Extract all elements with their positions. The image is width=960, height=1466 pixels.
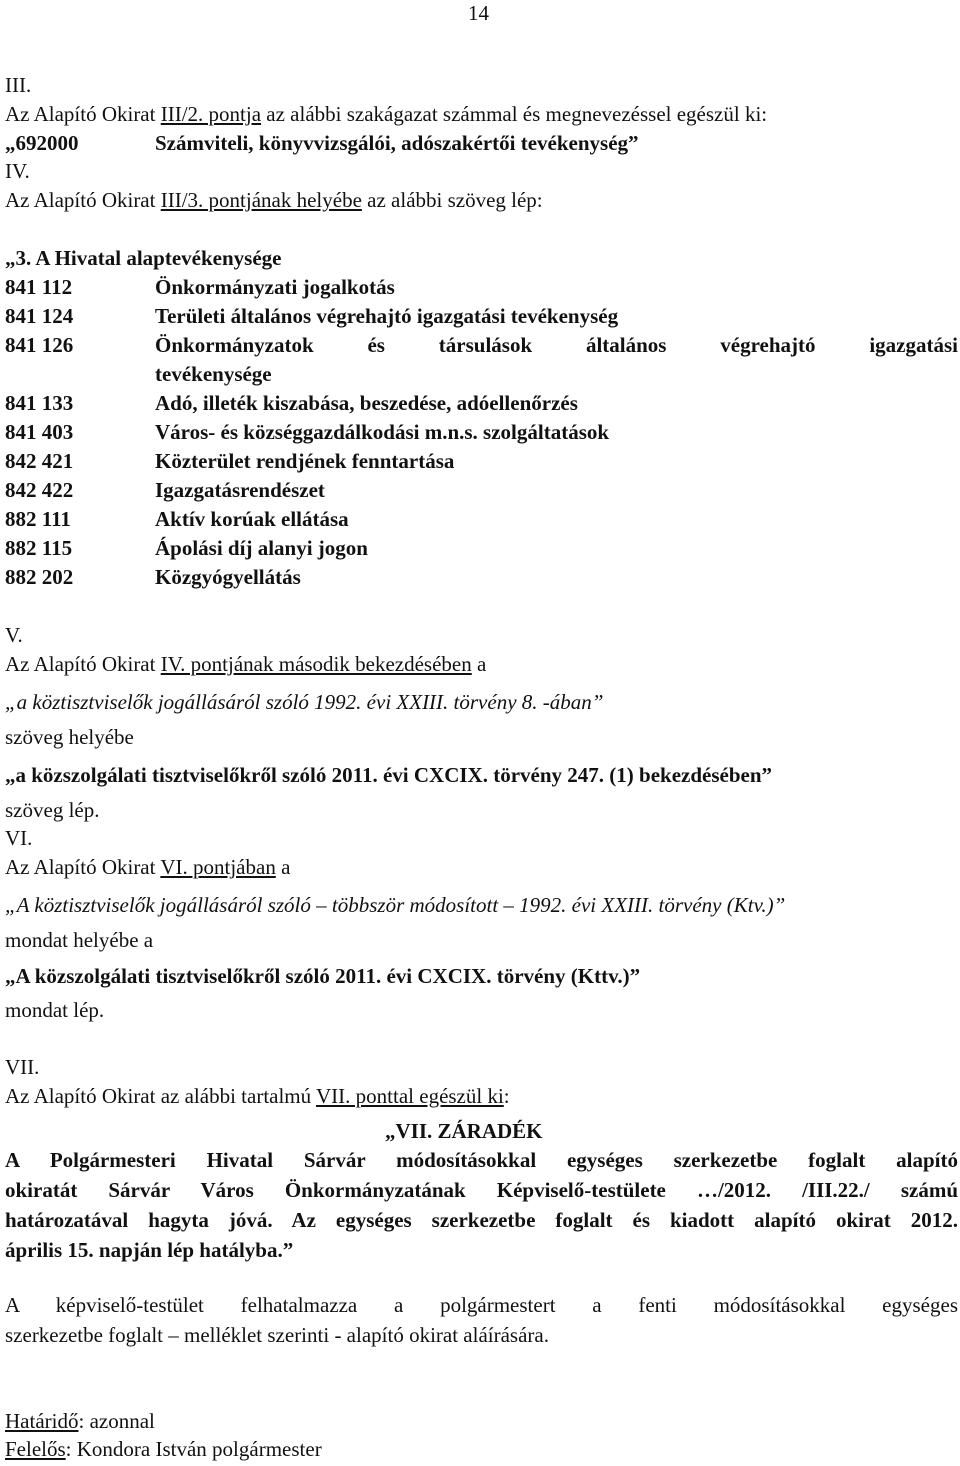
section-heading-7: VII. — [5, 1055, 40, 1079]
sec7-intro: Az Alapító Okirat az alábbi tartalmú VII. ponttal egészül ki: — [5, 1084, 510, 1108]
activity-code: 841 126 — [5, 333, 74, 357]
activity-text: Önkormányzatok és társulások általános végrehajtó igazgatási — [155, 333, 958, 357]
sec5-end: szöveg lép. — [5, 798, 100, 822]
section-heading-6: VI. — [5, 826, 33, 850]
activity-text: Területi általános végrehajtó igazgatási tevékenység — [155, 304, 619, 328]
sec6-end: mondat lép. — [5, 998, 105, 1022]
clause-line: okiratát Sárvár Város Önkormányzatának Képviselő-testülete …/2012. /III.22./ számú — [5, 1178, 958, 1202]
activity-code: 841 403 — [5, 420, 74, 444]
sec3-activity: Számviteli, könyvvizsgálói, adószakértői tevékenység” — [155, 131, 639, 155]
activity-text: Önkormányzati jogalkotás — [155, 275, 395, 299]
activity-text: Város- és községgazdálkodási m.n.s. szolgáltatások — [155, 420, 610, 444]
clause-line-last: április 15. napján lép hatályba.” — [5, 1238, 294, 1262]
sec5-intro: Az Alapító Okirat IV. pontjának második bekezdésében a — [5, 652, 487, 676]
activity-text: Igazgatásrendészet — [155, 478, 325, 502]
sec5-connector: szöveg helyébe — [5, 725, 134, 749]
closing-line: A képviselő-testület felhatalmazza a polgármestert a fenti módosításokkal egységes — [5, 1293, 958, 1317]
activity-code: 841 124 — [5, 304, 74, 328]
sec6-new-text: „A közszolgálati tisztviselőkről szóló 2011. évi CXCIX. törvény (Kttv.)” — [5, 964, 641, 988]
sec6-intro: Az Alapító Okirat VI. pontjában a — [5, 855, 291, 879]
sec6-connector: mondat helyébe a — [5, 928, 154, 952]
sec5-new-text: „a közszolgálati tisztviselőkről szóló 2011. évi CXCIX. törvény 247. (1) bekezdésében” — [5, 763, 773, 787]
activity-text: Ápolási díj alanyi jogon — [155, 536, 368, 560]
sec5-old-text: „a köztisztviselők jogállásáról szóló 1992. évi XXIII. törvény 8. -ában” — [5, 690, 604, 714]
sec4-title: „3. A Hivatal alaptevékenysége — [5, 246, 282, 270]
section-heading-3: III. — [5, 73, 32, 97]
activity-text: Aktív korúak ellátása — [155, 507, 349, 531]
section-heading-5: V. — [5, 623, 23, 647]
activity-code: 882 115 — [5, 536, 73, 560]
responsible: Felelős: Kondora István polgármester — [5, 1437, 322, 1461]
activity-code: 841 112 — [5, 275, 73, 299]
activity-text-cont: tevékenysége — [155, 362, 272, 386]
clause-line: A Polgármesteri Hivatal Sárvár módosításokkal egységes szerkezetbe foglalt alapító — [5, 1148, 958, 1172]
section-heading-4: IV. — [5, 159, 30, 183]
activity-text: Adó, illeték kiszabása, beszedése, adóellenőrzés — [155, 391, 578, 415]
page-number: 14 — [468, 1, 489, 25]
sec3-intro: Az Alapító Okirat III/2. pontja az alábbi szakágazat számmal és megnevezéssel egészül ki: — [5, 102, 768, 126]
activity-code: 882 202 — [5, 565, 74, 589]
activity-code: 842 421 — [5, 449, 74, 473]
sec4-intro: Az Alapító Okirat III/3. pontjának helyébe az alábbi szöveg lép: — [5, 188, 543, 212]
closing-line-last: szerkezetbe foglalt – melléklet szerinti - alapító okirat aláírására. — [5, 1323, 549, 1347]
sec6-old-text: „A köztisztviselők jogállásáról szóló – többször módosított – 1992. évi XXIII. törvény (Ktv.)” — [5, 893, 786, 917]
activity-text: Közgyógyellátás — [155, 565, 301, 589]
activity-text: Közterület rendjének fenntartása — [155, 449, 455, 473]
activity-code: 842 422 — [5, 478, 74, 502]
sec3-code: „692000 — [5, 131, 79, 155]
clause-line: határozatával hagyta jóvá. Az egységes szerkezetbe foglalt és kiadott alapító okirat 2012. — [5, 1208, 958, 1232]
activity-code: 882 111 — [5, 507, 71, 531]
deadline: Határidő: azonnal — [5, 1409, 155, 1433]
activity-code: 841 133 — [5, 391, 74, 415]
clause-title: „VII. ZÁRADÉK — [385, 1119, 543, 1143]
